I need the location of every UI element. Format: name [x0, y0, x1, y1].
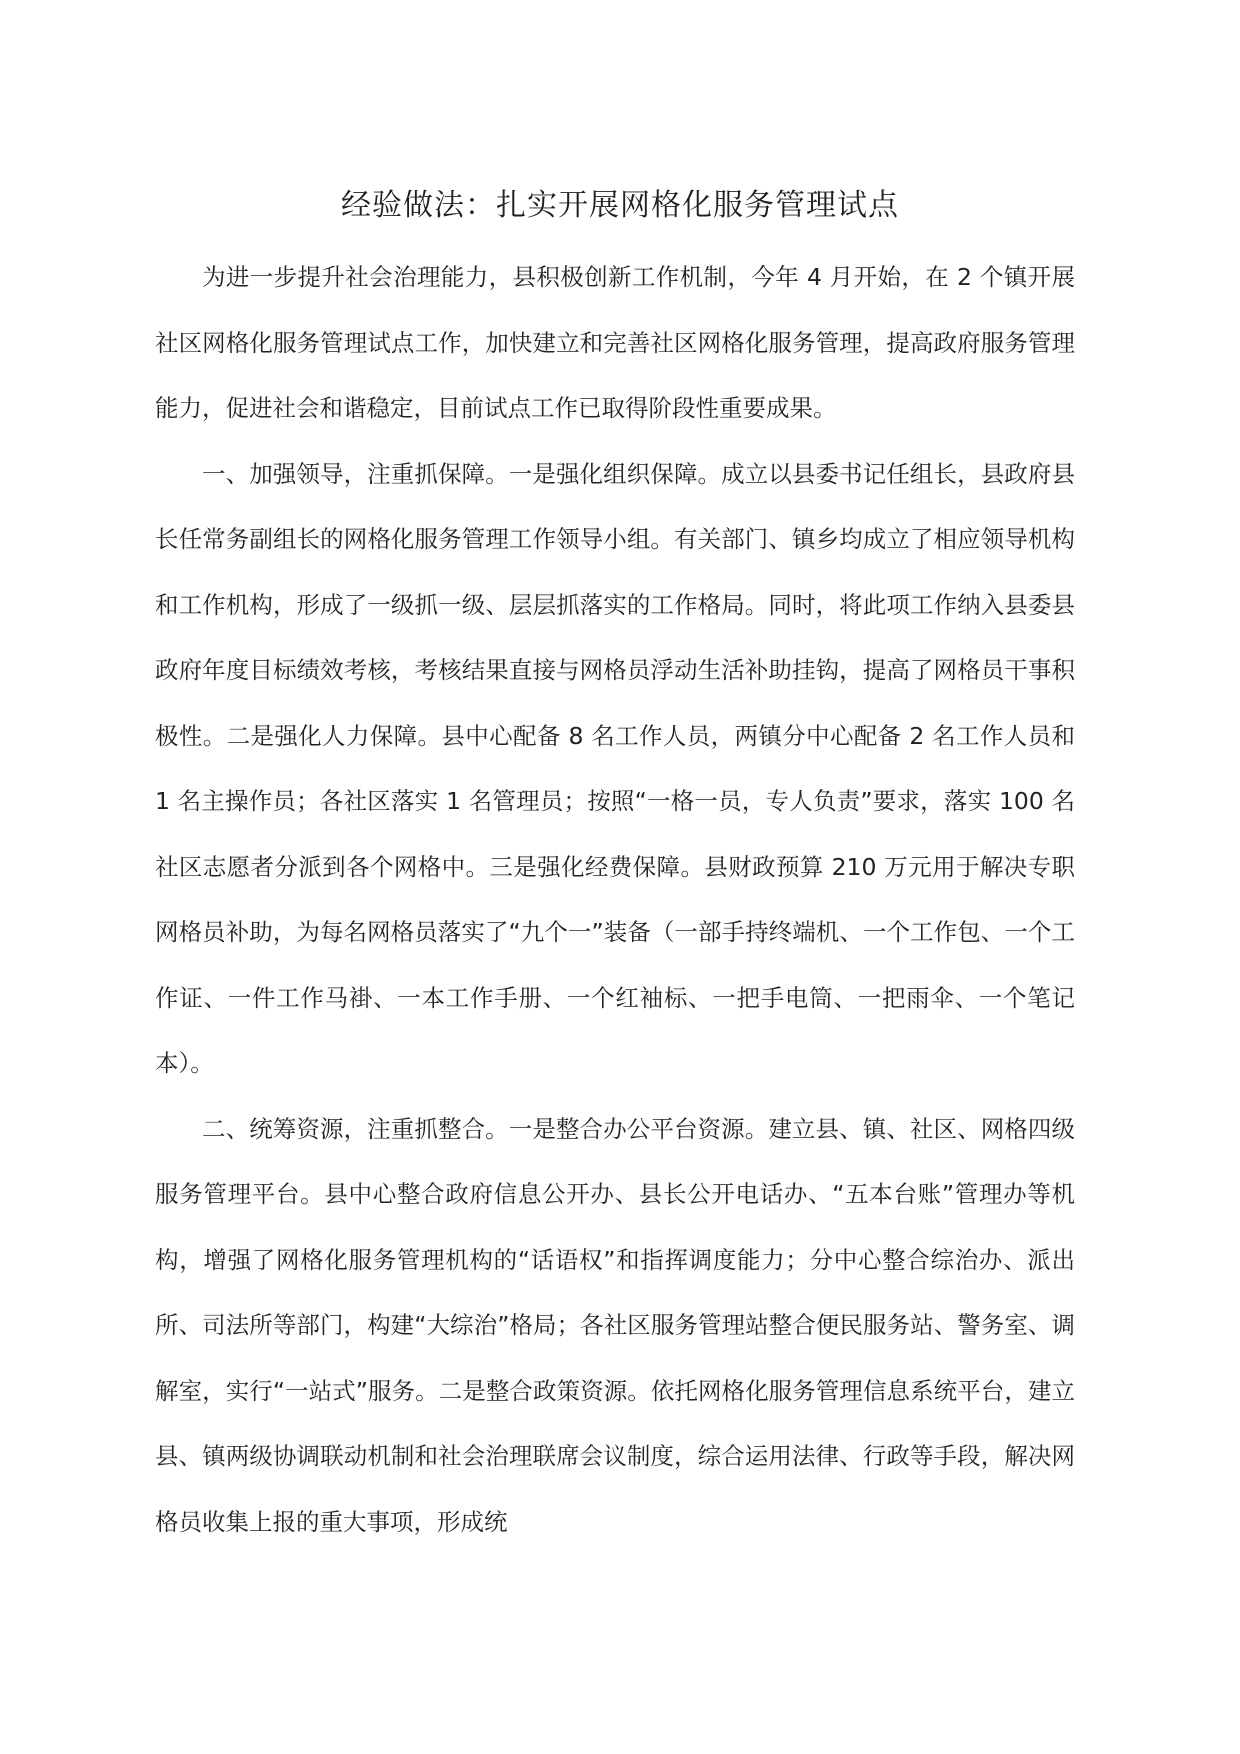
paragraph-intro: 为进一步提升社会治理能力，县积极创新工作机制，今年 4 月开始，在 2 个镇开展社区网格化服务管理试点工作，加快建立和完善社区网格化服务管理，提高政府服务管理能力，促进社会和谐稳定，目前试点工作已取得阶段性重要成果。: [155, 263, 1075, 422]
document-body: [155, 245, 1075, 1555]
paragraph-section-one: 一、加强领导，注重抓保障。一是强化组织保障。成立以县委书记任组长，县政府县长任常务副组长的网格化服务管理工作领导小组。有关部门、镇乡均成立了相应领导机构和工作机构，形成了一级抓一级、层层抓落实的工作格局。同时，将此项工作纳入县委县政府年度目标绩效考核，考核结果直接与网格员浮动生活补助挂钩，提高了网格员干事积极性。二是强化人力保障。县中心配备 8 名工作人员，两镇分中心配备 2 名工作人员和 1 名主操作员；各社区落实 1 名管理员；按照“一格一员，专人负责”要求，落实 100 名社区志愿者分派到各个网格中。三是强化经费保障。县财政预算 210 万元用于解决专职网格员补助，为每名网格员落实了“九个一”装备（一部手持终端机、一个工作包、一个工作证、一件工作马褂、一本工作手册、一个红袖标、一把手电筒、一把雨伞、一个笔记本）。: [155, 459, 1075, 1077]
document-title: 经验做法：扎实开展网格化服务管理试点: [341, 188, 899, 223]
paragraph-section-two: 二、统筹资源，注重抓整合。一是整合办公平台资源。建立县、镇、社区、网格四级服务管理平台。县中心整合政府信息公开办、县长公开电话办、“五本台账”管理办等机构，增强了网格化服务管理机构的“话语权”和指挥调度能力；分中心整合综治办、派出所、司法所等部门，构建“大综治”格局；各社区服务管理站整合便民服务站、警务室、调解室，实行“一站式”服务。二是整合政策资源。依托网格化服务管理信息系统平台，建立县、镇两级协调联动机制和社会治理联席会议制度，综合运用法律、行政等手段，解决网格员收集上报的重大事项，形成统: [155, 1114, 1075, 1536]
